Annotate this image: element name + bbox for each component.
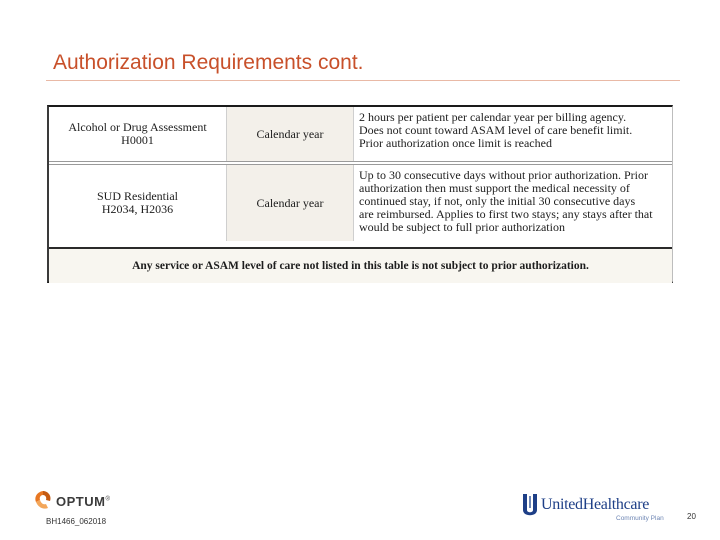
service-cell: [49, 107, 226, 161]
uhc-subtitle: Community Plan: [616, 515, 664, 522]
period-cell: Calendar year: [226, 165, 354, 241]
page-number: 20: [687, 512, 696, 521]
unitedhealthcare-logo: [521, 490, 664, 526]
service-code: H0001: [121, 133, 154, 147]
rule-line: Prior authorization once limit is reached: [359, 136, 552, 150]
optum-logo: [33, 490, 110, 512]
rule-cell: [354, 165, 672, 241]
uhc-wordmark: UnitedHealthcare: [541, 496, 650, 513]
uhc-u-icon: [521, 492, 539, 522]
title-divider: [46, 80, 680, 81]
service-code: H2034, H2036: [101, 202, 174, 216]
period-cell: Calendar year: [226, 107, 354, 161]
rule-line: Up to 30 consecutive days without prior authorization. Prior: [359, 168, 648, 182]
registered-mark: ®: [105, 496, 111, 503]
service-name: Alcohol or Drug Assessment: [68, 120, 207, 134]
table-footer-note: Any service or ASAM level of care not listed in this table is not subject to prior authorization.: [49, 247, 672, 283]
authorization-table: [47, 105, 673, 283]
table-row: [49, 107, 672, 162]
service-cell: [49, 165, 226, 241]
rule-line: continued stay, if not, only the initial 30 consecutive days: [359, 194, 636, 208]
service-name: SUD Residential: [97, 189, 178, 203]
optum-wordmark: OPTUM: [56, 493, 106, 509]
rule-line: Does not count toward ASAM level of care benefit limit.: [359, 123, 633, 137]
optum-swirl-icon: [33, 490, 53, 512]
rule-line: would be subject to full prior authorization: [359, 220, 565, 234]
rule-cell: [354, 107, 672, 161]
rule-line: 2 hours per patient per calendar year per billing agency.: [359, 110, 627, 124]
rule-line: authorization then must support the medical necessity of: [359, 181, 630, 195]
slide-title: Authorization Requirements cont.: [53, 51, 364, 74]
table-row: [49, 164, 672, 241]
footer-code: BH1466_062018: [46, 517, 107, 526]
rule-line: are reimbursed. Applies to first two stays; any stays after that: [359, 207, 653, 221]
